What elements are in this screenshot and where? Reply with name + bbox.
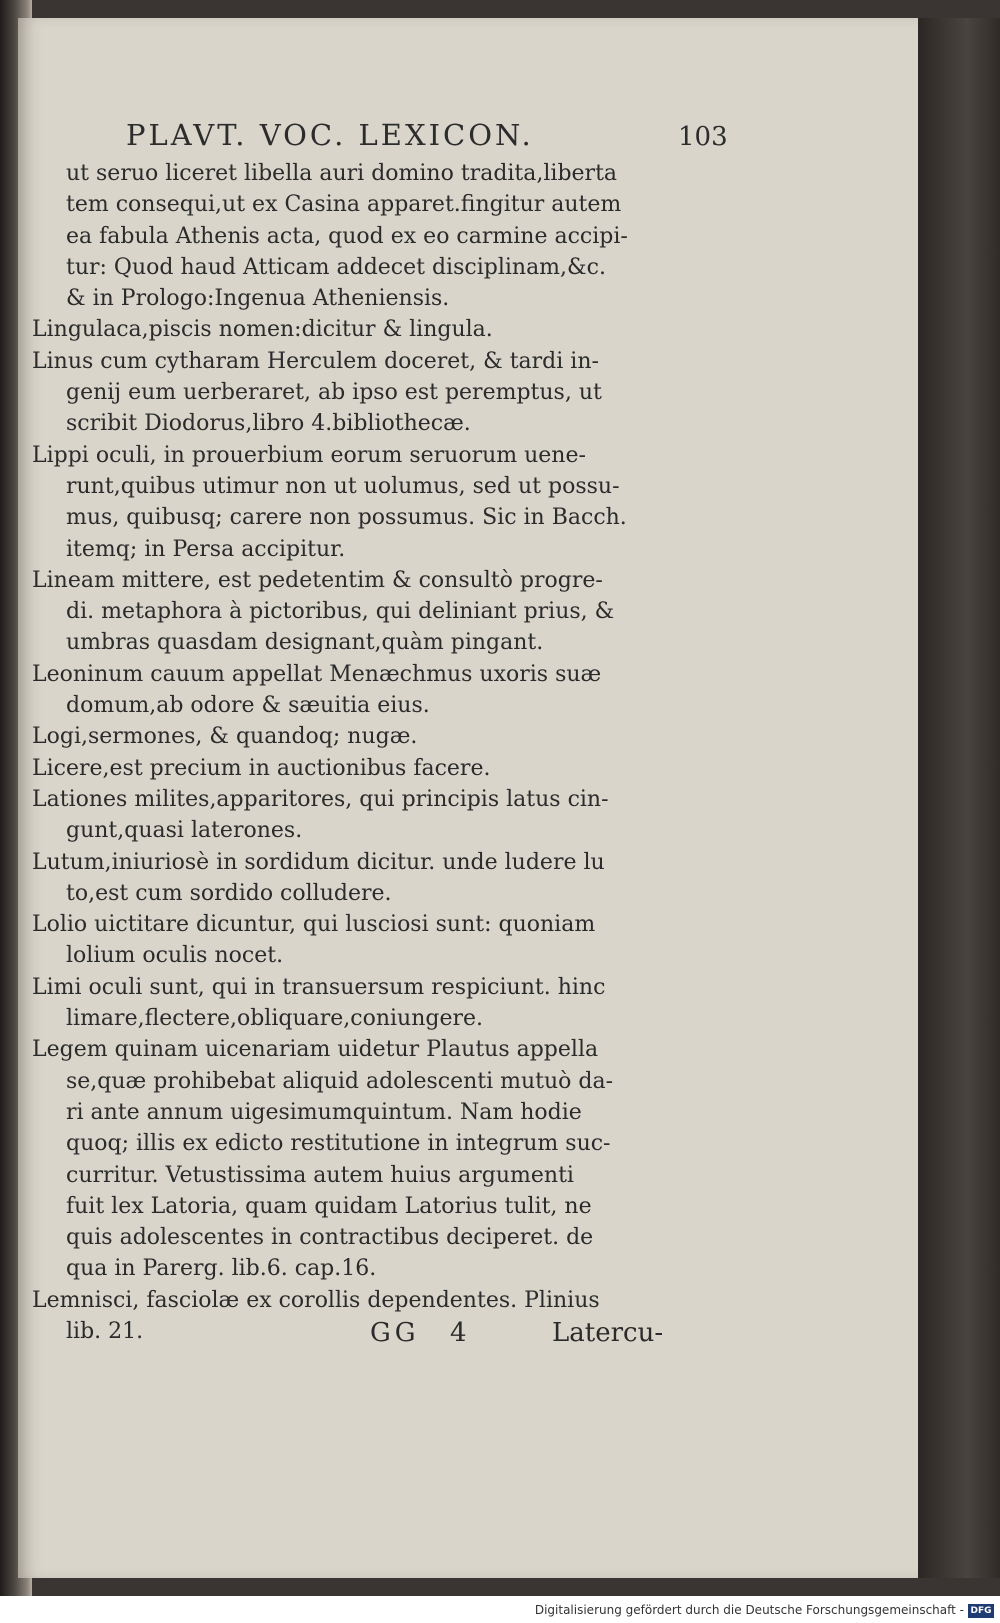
text-line: ri ante annum uigesimumquintum. Nam hodie [66,1099,582,1125]
text-line: Lineam mittere, est pedetentim & consultò progre- [32,567,603,593]
text-line: qua in Parerg. lib.6. cap.16. [66,1256,377,1282]
signature-mark: GG [370,1318,420,1348]
text-line: Lemnisci, fasciolæ ex corollis dependentes. Plinius [32,1287,600,1313]
page-number: 103 [678,122,728,152]
text-line: Lippi oculi, in prouerbium eorum seruorum uene- [32,442,586,468]
text-line: Leoninum cauum appellat Menæchmus uxoris suæ [32,661,602,687]
text-line: Lutum,iniuriosè in sordidum dicitur. unde ludere lu [32,849,605,875]
text-line: lib. 21. [66,1318,144,1344]
running-header: PLAVT. VOC. LEXICON. [126,118,534,152]
digitization-credit: Digitalisierung gefördert durch die Deutsche Forschungsgemeinschaft - [534,1603,964,1617]
text-line: quoq; illis ex edicto restitutione in integrum suc- [66,1131,611,1157]
text-line: tur: Quod haud Atticam addecet disciplinam,&c. [66,254,606,280]
text-line: genij eum uerberaret, ab ipso est peremptus, ut [66,380,602,406]
text-line: runt,quibus utimur non ut uolumus, sed ut possu- [66,473,620,499]
text-line: lolium oculis nocet. [66,943,284,969]
text-line: Legem quinam uicenariam uidetur Plautus appella [32,1037,599,1063]
text-line: domum,ab odore & sæuitia eius. [66,693,430,719]
text-line: curritur. Vetustissima autem huius argumenti [66,1162,574,1188]
text-line: & in Prologo:Ingenua Atheniensis. [66,286,450,312]
dfg-logo: DFG [968,1604,994,1618]
text-line: ea fabula Athenis acta, quod ex eo carmine accipi- [66,223,628,249]
catchword: Latercu- [552,1318,664,1348]
text-line: Lingulaca,piscis nomen:dicitur & lingula. [32,317,493,343]
signature-number: 4 [450,1318,467,1348]
text-line: umbras quasdam designant,quàm pingant. [66,630,544,656]
text-line: Lationes milites,apparitores, qui principis latus cin- [32,786,609,812]
text-line: di. metaphora à pictoribus, qui deliniant prius, & [66,599,615,625]
text-line: to,est cum sordido colludere. [66,880,392,906]
text-line: itemq; in Persa accipitur. [66,536,346,562]
text-line: tem consequi,ut ex Casina apparet.fingitur autem [66,192,622,218]
text-line: quis adolescentes in contractibus deciperet. de [66,1225,594,1251]
text-line: Linus cum cytharam Herculem doceret, & tardi in- [32,348,599,374]
text-line: Licere,est precium in auctionibus facere. [32,755,491,781]
text-line: mus, quibusq; carere non possumus. Sic in Bacch. [66,505,627,531]
page-edge [918,18,1000,1578]
text-line: gunt,quasi laterones. [66,818,303,844]
text-line: scribit Diodorus,libro 4.bibliothecæ. [66,411,471,437]
text-line: se,quæ prohibebat aliquid adolescenti mutuò da- [66,1068,614,1094]
text-line: Logi,sermones, & quandoq; nugæ. [32,724,418,750]
text-line: Lolio uictitare dicuntur, qui lusciosi sunt: quoniam [32,912,596,938]
text-line: ut seruo liceret libella auri domino tradita,liberta [66,161,618,186]
text-line: fuit lex Latoria, quam quidam Latorius tulit, ne [66,1193,592,1219]
text-line: Limi oculi sunt, qui in transuersum respiciunt. hinc [32,974,606,1000]
lexicon-text [20,158,710,1347]
text-line: limare,flectere,obliquare,coniungere. [66,1006,484,1032]
